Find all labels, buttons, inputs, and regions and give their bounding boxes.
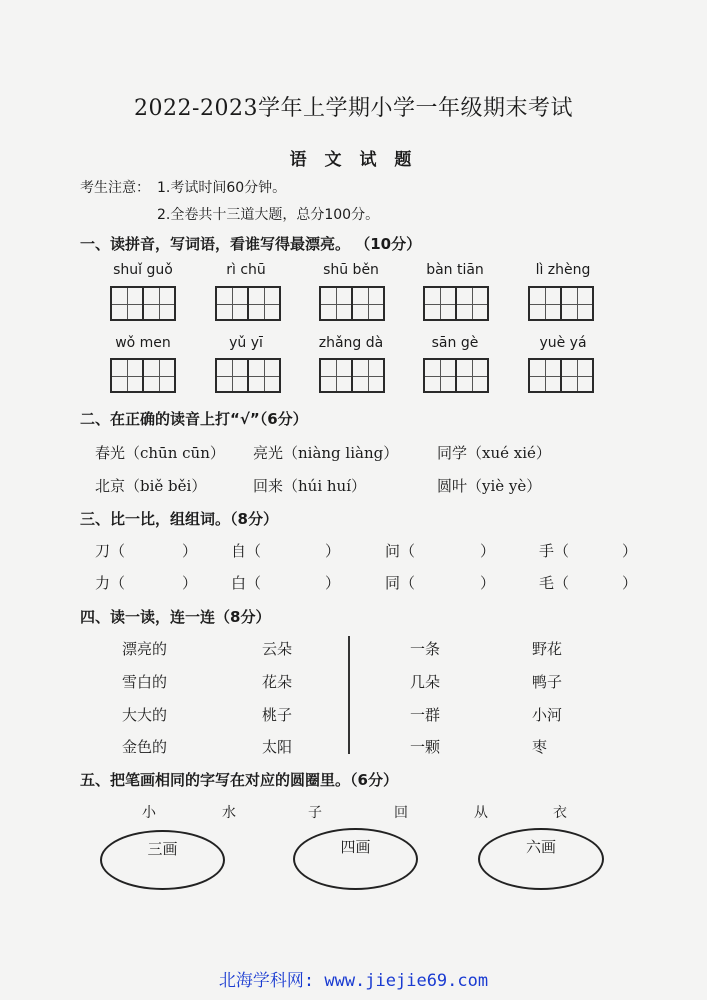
match-item[interactable]: 一条	[410, 640, 441, 658]
circle-label: 三画	[147, 840, 178, 858]
writing-grid[interactable]	[110, 358, 176, 393]
match-item[interactable]: 桃子	[262, 706, 293, 724]
paren-close: ）	[325, 574, 341, 592]
stroke-char[interactable]: 子	[308, 805, 322, 821]
writing-grid[interactable]	[528, 358, 594, 393]
section-5-heading: 五、把笔画相同的字写在对应的圆圈里。（6分）	[80, 771, 398, 789]
word-prompt: 手（	[539, 542, 570, 560]
writing-grid[interactable]	[319, 358, 385, 393]
writing-grid[interactable]	[423, 286, 489, 321]
pinyin-label: yuè yá	[539, 335, 587, 351]
match-item[interactable]: 雪白的	[122, 673, 168, 691]
writing-grid[interactable]	[110, 286, 176, 321]
match-item[interactable]: 金色的	[122, 738, 168, 756]
match-item[interactable]: 小河	[532, 706, 563, 724]
pronunciation-item[interactable]: 回来（húi huí）	[253, 477, 367, 495]
match-item[interactable]: 野花	[532, 640, 563, 658]
writing-grid[interactable]	[423, 358, 489, 393]
stroke-char[interactable]: 衣	[553, 805, 567, 821]
paren-close: ）	[480, 542, 496, 560]
paren-close: ）	[182, 542, 198, 560]
pronunciation-item[interactable]: 亮光（niàng liàng）	[253, 444, 399, 462]
paren-close: ）	[622, 542, 638, 560]
section-3-heading: 三、比一比，组组词。（8分）	[80, 510, 278, 528]
writing-grid[interactable]	[215, 286, 281, 321]
match-item[interactable]: 一群	[410, 706, 441, 724]
stroke-char[interactable]: 水	[222, 805, 236, 821]
pinyin-label: zhǎng dà	[318, 335, 384, 351]
word-prompt: 力（	[95, 574, 126, 592]
stroke-char[interactable]: 小	[142, 805, 156, 821]
column-divider	[348, 636, 350, 754]
match-item[interactable]: 鸭子	[532, 673, 563, 691]
pronunciation-item[interactable]: 圆叶（yiè yè）	[437, 477, 542, 495]
pinyin-label: shū běn	[323, 262, 379, 278]
match-item[interactable]: 太阳	[262, 738, 293, 756]
paren-close: ）	[622, 574, 638, 592]
match-item[interactable]: 枣	[532, 738, 548, 756]
word-prompt: 毛（	[539, 574, 570, 592]
answer-circle-three-strokes[interactable]	[100, 830, 225, 890]
word-prompt: 问（	[385, 542, 416, 560]
paren-close: ）	[182, 574, 198, 592]
word-prompt: 同（	[385, 574, 416, 592]
pronunciation-item[interactable]: 同学（xué xié）	[437, 444, 551, 462]
word-prompt: 自（	[231, 542, 262, 560]
pronunciation-item[interactable]: 春光（chūn cūn）	[95, 444, 225, 462]
circle-label: 四画	[340, 838, 371, 856]
paren-close: ）	[325, 542, 341, 560]
pinyin-label: wǒ men	[115, 335, 171, 351]
pinyin-label: sān gè	[431, 335, 479, 351]
section-4-heading: 四、读一读，连一连（8分）	[80, 608, 271, 626]
match-item[interactable]: 花朵	[262, 673, 293, 691]
word-prompt: 刀（	[95, 542, 126, 560]
pinyin-label: bàn tiān	[426, 262, 484, 278]
match-item[interactable]: 一颗	[410, 738, 441, 756]
pinyin-label: lì zhèng	[535, 262, 591, 278]
answer-circle-four-strokes[interactable]	[293, 828, 418, 890]
section-1-heading: 一、读拼音，写词语，看谁写得最漂亮。 （10分）	[80, 235, 422, 253]
pronunciation-item[interactable]: 北京（biě běi）	[95, 477, 207, 495]
exam-title: 2022-2023学年上学期小学一年级期末考试	[134, 96, 573, 121]
writing-grid[interactable]	[528, 286, 594, 321]
match-item[interactable]: 漂亮的	[122, 640, 168, 658]
match-item[interactable]: 大大的	[122, 706, 168, 724]
match-item[interactable]: 几朵	[410, 673, 441, 691]
notes-item-1: 1.考试时间60分钟。	[157, 180, 287, 196]
match-item[interactable]: 云朵	[262, 640, 293, 658]
pinyin-label: shuǐ guǒ	[113, 262, 173, 278]
paren-close: ）	[480, 574, 496, 592]
writing-grid[interactable]	[215, 358, 281, 393]
writing-grid[interactable]	[319, 286, 385, 321]
subject-title: 语 文 试 题	[289, 150, 418, 170]
word-prompt: 白（	[231, 574, 262, 592]
notes-item-2: 2.全卷共十三道大题，总分100分。	[157, 207, 380, 223]
pinyin-label: rì chū	[226, 262, 266, 278]
notes-label: 考生注意：	[80, 180, 150, 196]
section-2-heading: 二、在正确的读音上打“√”（6分）	[80, 410, 308, 428]
stroke-char[interactable]: 从	[474, 805, 488, 821]
footer-watermark[interactable]: 北海学科网: www.jiejie69.com	[218, 971, 489, 991]
answer-circle-six-strokes[interactable]	[478, 828, 604, 890]
pinyin-label: yǔ yī	[229, 335, 263, 351]
stroke-char[interactable]: 回	[394, 805, 408, 821]
circle-label: 六画	[525, 838, 556, 856]
